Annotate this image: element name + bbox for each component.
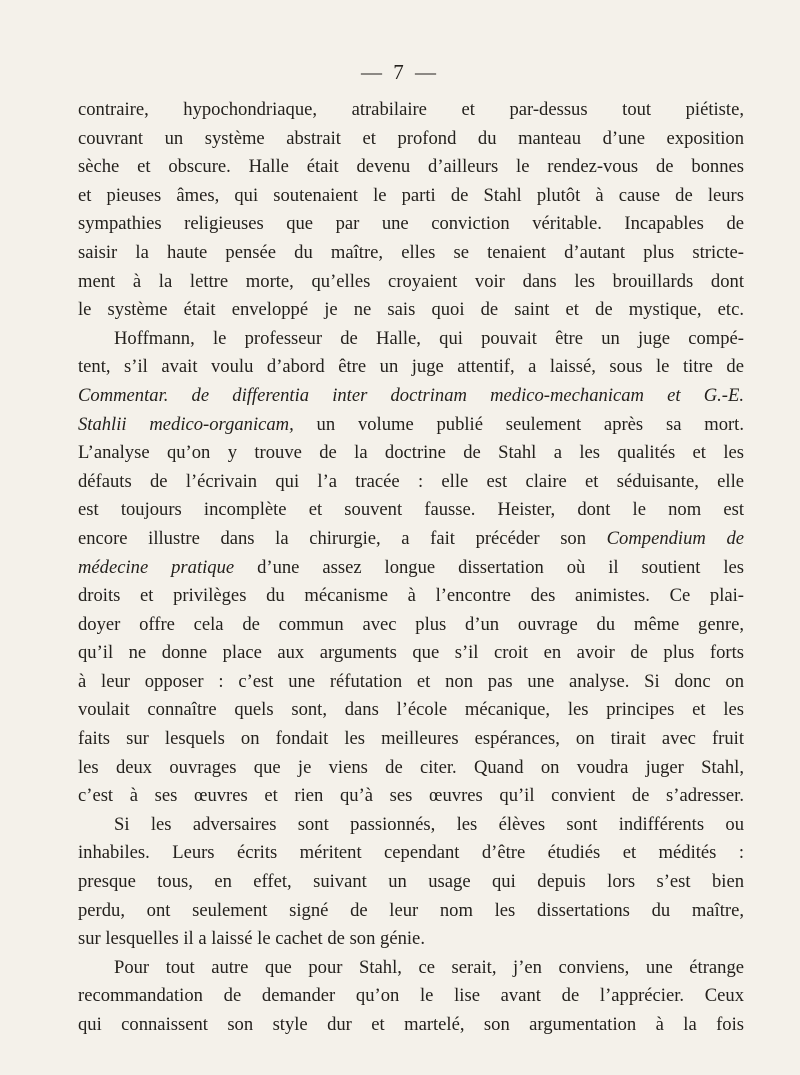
text-segment: doyer offre cela de commun avec plus d’un ouvrage du même genre,: [78, 613, 744, 635]
text-segment: sur lesquelles il a laissé le cachet de son génie.: [78, 928, 425, 950]
text-segment: sèche et obscure. Halle était devenu d’ailleurs le rendez-vous de bonnes: [78, 156, 744, 178]
text-line: [78, 868, 744, 897]
text-segment: Pour tout autre que pour Stahl, ce serait, j’en conviens, une étrange: [114, 956, 744, 978]
text-line: [78, 125, 744, 154]
text-segment: est toujours incomplète et souvent fausse. Heister, dont le nom est: [78, 499, 744, 521]
text-line: [78, 811, 744, 840]
text-line: [78, 611, 744, 640]
text-line: [78, 582, 744, 611]
text-segment: tent, s’il avait voulu d’abord être un juge attentif, a laissé, sous le titre de: [78, 356, 744, 378]
text-segment: saisir la haute pensée du maître, elles se tenaient d’autant plus stricte-: [78, 241, 744, 263]
text-segment: Hoffmann, le professeur de Halle, qui pouvait être un juge compé-: [114, 327, 744, 349]
text-segment: qu’il ne donne place aux arguments que s’il croit en avoir de plus forts: [78, 642, 744, 664]
text-line: [78, 525, 744, 554]
text-segment: faits sur lesquels on fondait les meilleures espérances, on tirait avec fruit: [78, 728, 744, 750]
text-line: [78, 468, 744, 497]
text-segment: c’est à ses œuvres et rien qu’à ses œuvres qu’il convient de s’adresser.: [78, 785, 744, 807]
text-segment: un volume publié seulement après sa mort.: [293, 413, 744, 435]
text-segment: voulait connaître quels sont, dans l’école mécanique, les principes et les: [78, 699, 744, 721]
text-segment: encore illustre dans la chirurgie, a fait précéder son: [78, 527, 607, 549]
italic-text: Compendium de: [606, 527, 744, 549]
text-segment: et pieuses âmes, qui soutenaient le parti de Stahl plutôt à cause de leurs: [78, 184, 744, 206]
text-segment: d’une assez longue dissertation où il soutient les: [234, 556, 745, 578]
text-line: [78, 954, 744, 983]
text-line: [78, 897, 744, 926]
text-line: [78, 382, 744, 411]
text-line: [78, 725, 744, 754]
text-line: [78, 296, 744, 325]
text-segment: L’analyse qu’on y trouve de la doctrine de Stahl a les qualités et les: [78, 442, 744, 464]
text-line: [78, 96, 744, 125]
italic-text: médecine pratique: [78, 556, 235, 578]
text-segment: presque tous, en effet, suivant un usage qui depuis lors s’est bien: [78, 871, 744, 893]
text-line: [78, 210, 744, 239]
text-segment: perdu, ont seulement signé de leur nom les dissertations du maître,: [78, 899, 744, 921]
text-segment: droits et privilèges du mécanisme à l’encontre des animistes. Ce plai-: [78, 585, 744, 607]
text-line: [78, 925, 744, 954]
text-segment: couvrant un système abstrait et profond du manteau d’une exposition: [78, 127, 744, 149]
text-line: [78, 182, 744, 211]
text-line: [78, 554, 744, 583]
text-line: [78, 696, 744, 725]
text-segment: à leur opposer : c’est une réfutation et non pas une analyse. Si donc on: [78, 670, 744, 692]
text-line: [78, 353, 744, 382]
text-segment: défauts de l’écrivain qui l’a tracée : elle est claire et séduisante, elle: [78, 470, 744, 492]
text-line: [78, 325, 744, 354]
text-segment: contraire, hypochondriaque, atrabilaire et par-dessus tout piétiste,: [78, 99, 744, 120]
italic-text: Commentar. de differentia inter doctrinam medico-mechanicam et G.-E.: [78, 384, 744, 406]
text-line: [78, 1011, 744, 1040]
text-line: [78, 153, 744, 182]
text-segment: Si les adversaires sont passionnés, les élèves sont indifférents ou: [114, 813, 744, 835]
text-line: [78, 496, 744, 525]
text-line: [78, 839, 744, 868]
text-line: [78, 439, 744, 468]
page-number: — 7 —: [361, 60, 439, 84]
italic-text: Stahlii medico-organicam,: [78, 413, 294, 435]
text-line: [78, 782, 744, 811]
text-line: [78, 639, 744, 668]
text-line: [78, 239, 744, 268]
text-line: [78, 411, 744, 440]
text-segment: recommandation de demander qu’on le lise avant de l’apprécier. Ceux: [78, 985, 744, 1007]
text-line: [78, 268, 744, 297]
text-line: [78, 982, 744, 1011]
text-segment: qui connaissent son style dur et martelé, son argumentation à la fois: [78, 1014, 744, 1035]
text-segment: inhabiles. Leurs écrits méritent cependant d’être étudiés et médités :: [78, 842, 744, 864]
text-line: [78, 668, 744, 697]
text-segment: le système était enveloppé je ne sais quoi de saint et de mystique, etc.: [78, 299, 744, 321]
text-segment: les deux ouvrages que je viens de citer. Quand on voudra juger Stahl,: [78, 756, 744, 778]
text-segment: ment à la lettre morte, qu’elles croyaient voir dans les brouillards dont: [78, 270, 744, 292]
text-segment: sympathies religieuses que par une conviction véritable. Incapables de: [78, 213, 744, 235]
body-text: [78, 96, 744, 1040]
text-line: [78, 754, 744, 783]
